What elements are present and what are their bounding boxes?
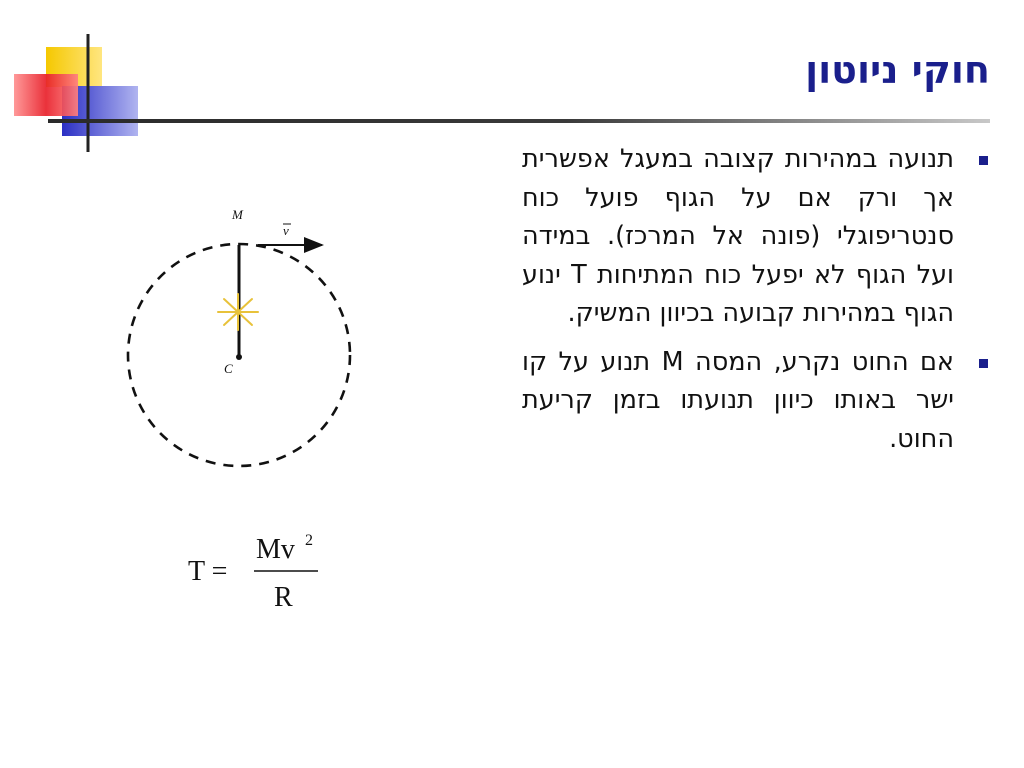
corner-decoration xyxy=(0,0,160,160)
red-square xyxy=(14,74,78,116)
mass-label: M xyxy=(232,207,243,222)
bullet-list xyxy=(522,140,992,468)
circular-motion-diagram xyxy=(118,198,368,478)
bullet-square-icon xyxy=(979,359,988,368)
bullet-text: אם החוט נקרע, המסה M תנוע על קו ישר באותו כיוון תנועתו בזמן קריעת החוט. xyxy=(522,346,954,454)
bullet-square-icon xyxy=(979,156,988,165)
slide-title: חוקי ניוטון xyxy=(805,48,990,92)
star-icon xyxy=(218,294,258,330)
formula-exponent: 2 xyxy=(305,532,313,549)
formula-denominator: R xyxy=(274,582,293,613)
bullet-item xyxy=(522,140,992,333)
tension-formula xyxy=(180,528,340,618)
velocity-label: v xyxy=(283,223,289,238)
title-underline xyxy=(48,119,990,123)
bullet-item xyxy=(522,343,992,459)
center-label: C xyxy=(224,361,233,376)
formula-lhs: T = xyxy=(188,556,228,587)
bullet-text: תנועה במהירות קצובה במעגל אפשרית אך ורק אם על הגוף פועל כוח סנטריפוגלי (פונה אל המרכז). במידה ועל הגוף לא יפעל כוח המתיחות T ינוע הגוף במהירות קבועה בכיוון המשיק. xyxy=(522,144,954,328)
center-point xyxy=(236,354,242,360)
formula-numerator: Mv xyxy=(256,534,295,565)
